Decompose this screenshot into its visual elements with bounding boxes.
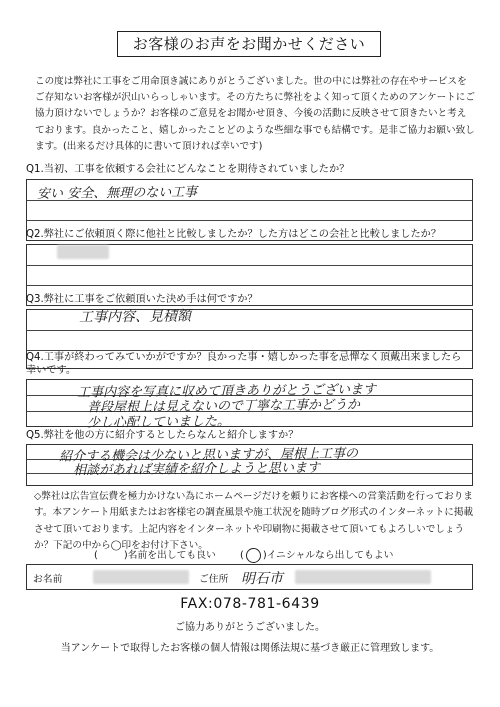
notice-text: ◇弊社は広告宣伝費を極力かけない為にホームページだけを頼りにお客様への営業活動を行っております。本アンケート用紙またはお客様宅の調査風景や施工状況を随時ブログ形式のインターネットに掲載させて頂いております。上記内容をインターネットや印刷物に掲載させて頂いてもよろしいでしょうか？下記の中から◯印をお付け下さい。 bbox=[34, 491, 474, 552]
answer-5-line-1: 紹介する機会は少ないと思いますが、屋根上工事の bbox=[58, 446, 359, 465]
open-paren: ( bbox=[240, 550, 244, 561]
question-5: Q5.弊社を他の方に紹介するとしたらなんと紹介しますか？ bbox=[26, 430, 299, 441]
answer-3-line-1: 工事内容、見積額 bbox=[78, 308, 192, 326]
redacted-address bbox=[295, 570, 431, 584]
question-4: Q4.工事が終わってみていかがですか？良かった事・嬉しかった事を忌憚なく頂戴出来ましたら幸いです。 bbox=[26, 352, 462, 376]
option-full-name-label: 名前を出しても良い bbox=[127, 550, 216, 561]
question-2: Q2.弊社にご依頼頂く際に他社と比較しましたか？した方はどこの会社と比較しましたか？ bbox=[26, 229, 442, 240]
close-paren: ) bbox=[123, 550, 128, 561]
close-paren: ) bbox=[262, 550, 267, 561]
answer-1-line-1: 安い 安全、無理のない工事 bbox=[36, 185, 198, 202]
open-paren: ( bbox=[94, 550, 98, 561]
privacy-text: 当アンケートで取得したお客様の個人情報は関係法規に基づき厳正に管理致します。 bbox=[60, 643, 440, 654]
answer-4-line-2: 普段屋根上は見えないので丁寧な工事かどうか bbox=[86, 397, 361, 416]
question-1: Q1.当初、工事を依頼する会社にどんなことを期待されていましたか？ bbox=[26, 164, 350, 175]
option-initials-label: イニシャルなら出してもよい bbox=[266, 550, 394, 561]
name-label: お名前 bbox=[33, 574, 63, 585]
answer-box-5 bbox=[26, 444, 473, 486]
redacted-area bbox=[57, 245, 109, 259]
answer-box-4 bbox=[26, 379, 473, 431]
intro-text: この度は弊社に工事をご用命頂き誠にありがとうございました。世の中には弊社の存在やサービスをご存知ないお客様が沢山いらっしゃいます。その方たちに弊社をよく知って頂くためのアンケートにご協力頂けないでしょうか？お客様のご意見をお聞かせ頂き、今後の活動に反映させて頂きたいと考えております。良かったこと、嬉しかったことどのような些細な事でも結構です。是非ご協力お願い致します。(出来るだけ具体的に書いて頂ければ幸いです) bbox=[35, 76, 475, 152]
redacted-name bbox=[93, 570, 189, 584]
page-title: お客様のお声をお聞かせください bbox=[117, 31, 381, 57]
selected-circle-icon bbox=[246, 548, 261, 563]
address-label: ご住所 bbox=[199, 574, 229, 585]
fax-number: FAX:078-781-6439 bbox=[180, 596, 320, 612]
option-initials[interactable] bbox=[240, 547, 393, 563]
thanks-text: ご協力ありがとうございました。 bbox=[175, 622, 325, 633]
question-3: Q3.弊社に工事をご依頼頂いた決め手は何ですか？ bbox=[26, 294, 258, 305]
answer-5-line-2: 相談があれば実績を紹介しようと思います bbox=[72, 460, 321, 479]
name-address-box bbox=[26, 564, 473, 590]
option-full-name[interactable] bbox=[94, 547, 216, 561]
address-value: 明石市 bbox=[240, 570, 284, 588]
answer-4-line-3: 少し心配していました。 bbox=[86, 414, 231, 431]
answer-4-line-1: 工事内容を写真に収めて頂きありがとうございます bbox=[76, 382, 377, 401]
